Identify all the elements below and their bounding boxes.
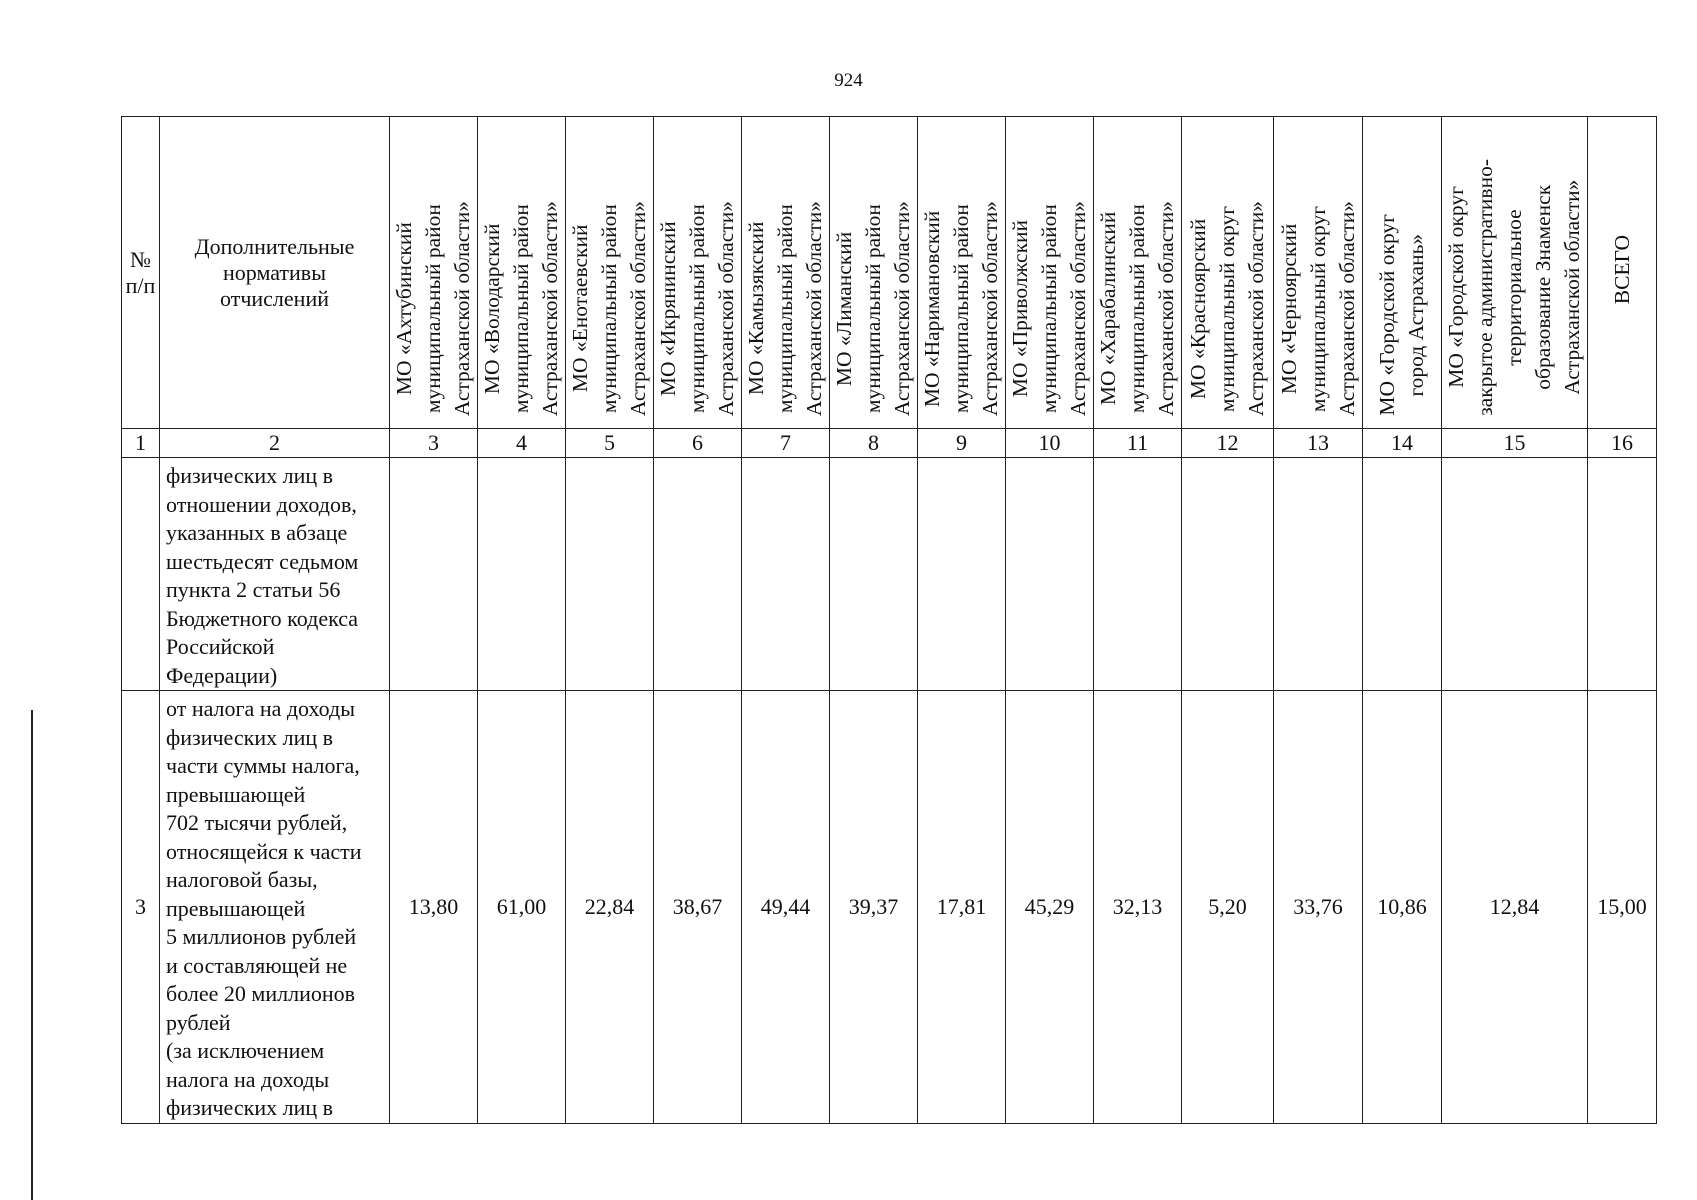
header-municipality <box>654 117 742 429</box>
row-number: 3 <box>122 691 160 1124</box>
allocation-table <box>121 116 1657 1124</box>
column-number: 4 <box>478 429 566 458</box>
header-municipality-label: МО «Городской округ закрытое административно- территориальное образование Знаменск Астраханской области» <box>1444 159 1584 416</box>
header-municipality <box>1182 117 1274 429</box>
column-number: 2 <box>160 429 390 458</box>
empty-cell <box>566 458 654 691</box>
column-number-row <box>122 429 1657 458</box>
empty-cell <box>830 458 918 691</box>
column-number: 11 <box>1094 429 1182 458</box>
binding-line <box>31 710 33 1200</box>
header-municipality-label: МО «Городской округ город Астрахань» <box>1375 214 1428 416</box>
value-cell: 13,80 <box>390 691 478 1124</box>
header-municipality-label: МО «Лиманский муниципальный район Астраханской области» <box>832 200 914 416</box>
value-cell: 33,76 <box>1274 691 1363 1124</box>
header-municipality <box>742 117 830 429</box>
column-number: 8 <box>830 429 918 458</box>
header-municipality <box>1363 117 1442 429</box>
column-number: 13 <box>1274 429 1363 458</box>
header-municipality-label: МО «Икрянинский муниципальный район Астраханской области» <box>656 200 738 416</box>
value-cell: 38,67 <box>654 691 742 1124</box>
value-cell: 17,81 <box>918 691 1006 1124</box>
header-municipality-label: МО «Харабалинский муниципальный район Астраханской области» <box>1096 200 1178 416</box>
header-municipality <box>1274 117 1363 429</box>
header-municipality-label: МО «Володарский муниципальный район Астраханской области» <box>480 200 562 416</box>
column-number: 15 <box>1442 429 1588 458</box>
empty-cell <box>478 458 566 691</box>
header-municipality <box>478 117 566 429</box>
header-municipality-label: МО «Черноярский муниципальный округ Астраханской области» <box>1276 200 1359 416</box>
value-cell: 12,84 <box>1442 691 1588 1124</box>
header-municipality <box>566 117 654 429</box>
empty-cell <box>918 458 1006 691</box>
page-number: 924 <box>834 70 863 91</box>
column-number: 1 <box>122 429 160 458</box>
header-number <box>122 117 160 429</box>
empty-cell <box>1588 458 1657 691</box>
continuation-text: физических лиц в отношении доходов, указанных в абзаце шестьдесят седьмом пункта 2 статьи 56 Бюджетного кодекса Российской Федерации) <box>160 458 390 691</box>
header-total-label: ВСЕГО <box>1609 234 1634 305</box>
value-cell: 5,20 <box>1182 691 1274 1124</box>
empty-cell <box>654 458 742 691</box>
column-number: 16 <box>1588 429 1657 458</box>
header-description-label: Дополнительные нормативы отчислений <box>194 233 355 311</box>
column-number: 10 <box>1006 429 1094 458</box>
header-row <box>122 117 1657 429</box>
header-municipality <box>390 117 478 429</box>
header-municipality <box>1442 117 1588 429</box>
column-number: 5 <box>566 429 654 458</box>
column-number: 3 <box>390 429 478 458</box>
value-cell: 45,29 <box>1006 691 1094 1124</box>
header-municipality-label: МО «Ахтубинский муниципальный район Астраханской области» <box>392 200 474 416</box>
header-municipality-label: МО «Красноярский муниципальный округ Астраханской области» <box>1186 200 1268 416</box>
header-municipality-label: МО «Камызякский муниципальный район Астраханской области» <box>744 200 826 416</box>
column-number: 6 <box>654 429 742 458</box>
column-number: 7 <box>742 429 830 458</box>
header-municipality <box>1094 117 1182 429</box>
empty-cell <box>1006 458 1094 691</box>
column-number: 9 <box>918 429 1006 458</box>
header-municipality <box>1006 117 1094 429</box>
value-cell: 49,44 <box>742 691 830 1124</box>
header-municipality-label: МО «Наримановский муниципальный район Астраханской области» <box>920 200 1002 416</box>
column-number: 12 <box>1182 429 1274 458</box>
value-cell: 32,13 <box>1094 691 1182 1124</box>
value-cell: 22,84 <box>566 691 654 1124</box>
empty-cell <box>390 458 478 691</box>
row-description: от налога на доходы физических лиц в части суммы налога, превышающей 702 тысячи рублей, относящейся к части налоговой базы, превышающей 5 миллионов рублей и составляющей не более 20 миллионов рублей (за исключением налога на доходы физических лиц в <box>160 691 390 1124</box>
value-cell: 61,00 <box>478 691 566 1124</box>
column-number: 14 <box>1363 429 1442 458</box>
empty-cell <box>1182 458 1274 691</box>
empty-cell <box>122 458 160 691</box>
header-description <box>160 117 390 429</box>
empty-cell <box>1094 458 1182 691</box>
table-row <box>122 691 1657 1124</box>
value-cell: 39,37 <box>830 691 918 1124</box>
header-municipality-label: МО «Енотаевский муниципальный район Астраханской области» <box>568 200 650 416</box>
empty-cell <box>1363 458 1442 691</box>
empty-cell <box>1274 458 1363 691</box>
continuation-row <box>122 458 1657 691</box>
value-cell: 10,86 <box>1363 691 1442 1124</box>
header-total <box>1588 117 1657 429</box>
total-value-cell: 15,00 <box>1588 691 1657 1124</box>
header-municipality <box>918 117 1006 429</box>
header-number-label: № п/п <box>125 246 156 298</box>
empty-cell <box>1442 458 1588 691</box>
empty-cell <box>742 458 830 691</box>
header-municipality <box>830 117 918 429</box>
header-municipality-label: МО «Приволжский муниципальный район Астраханской области» <box>1008 200 1090 416</box>
